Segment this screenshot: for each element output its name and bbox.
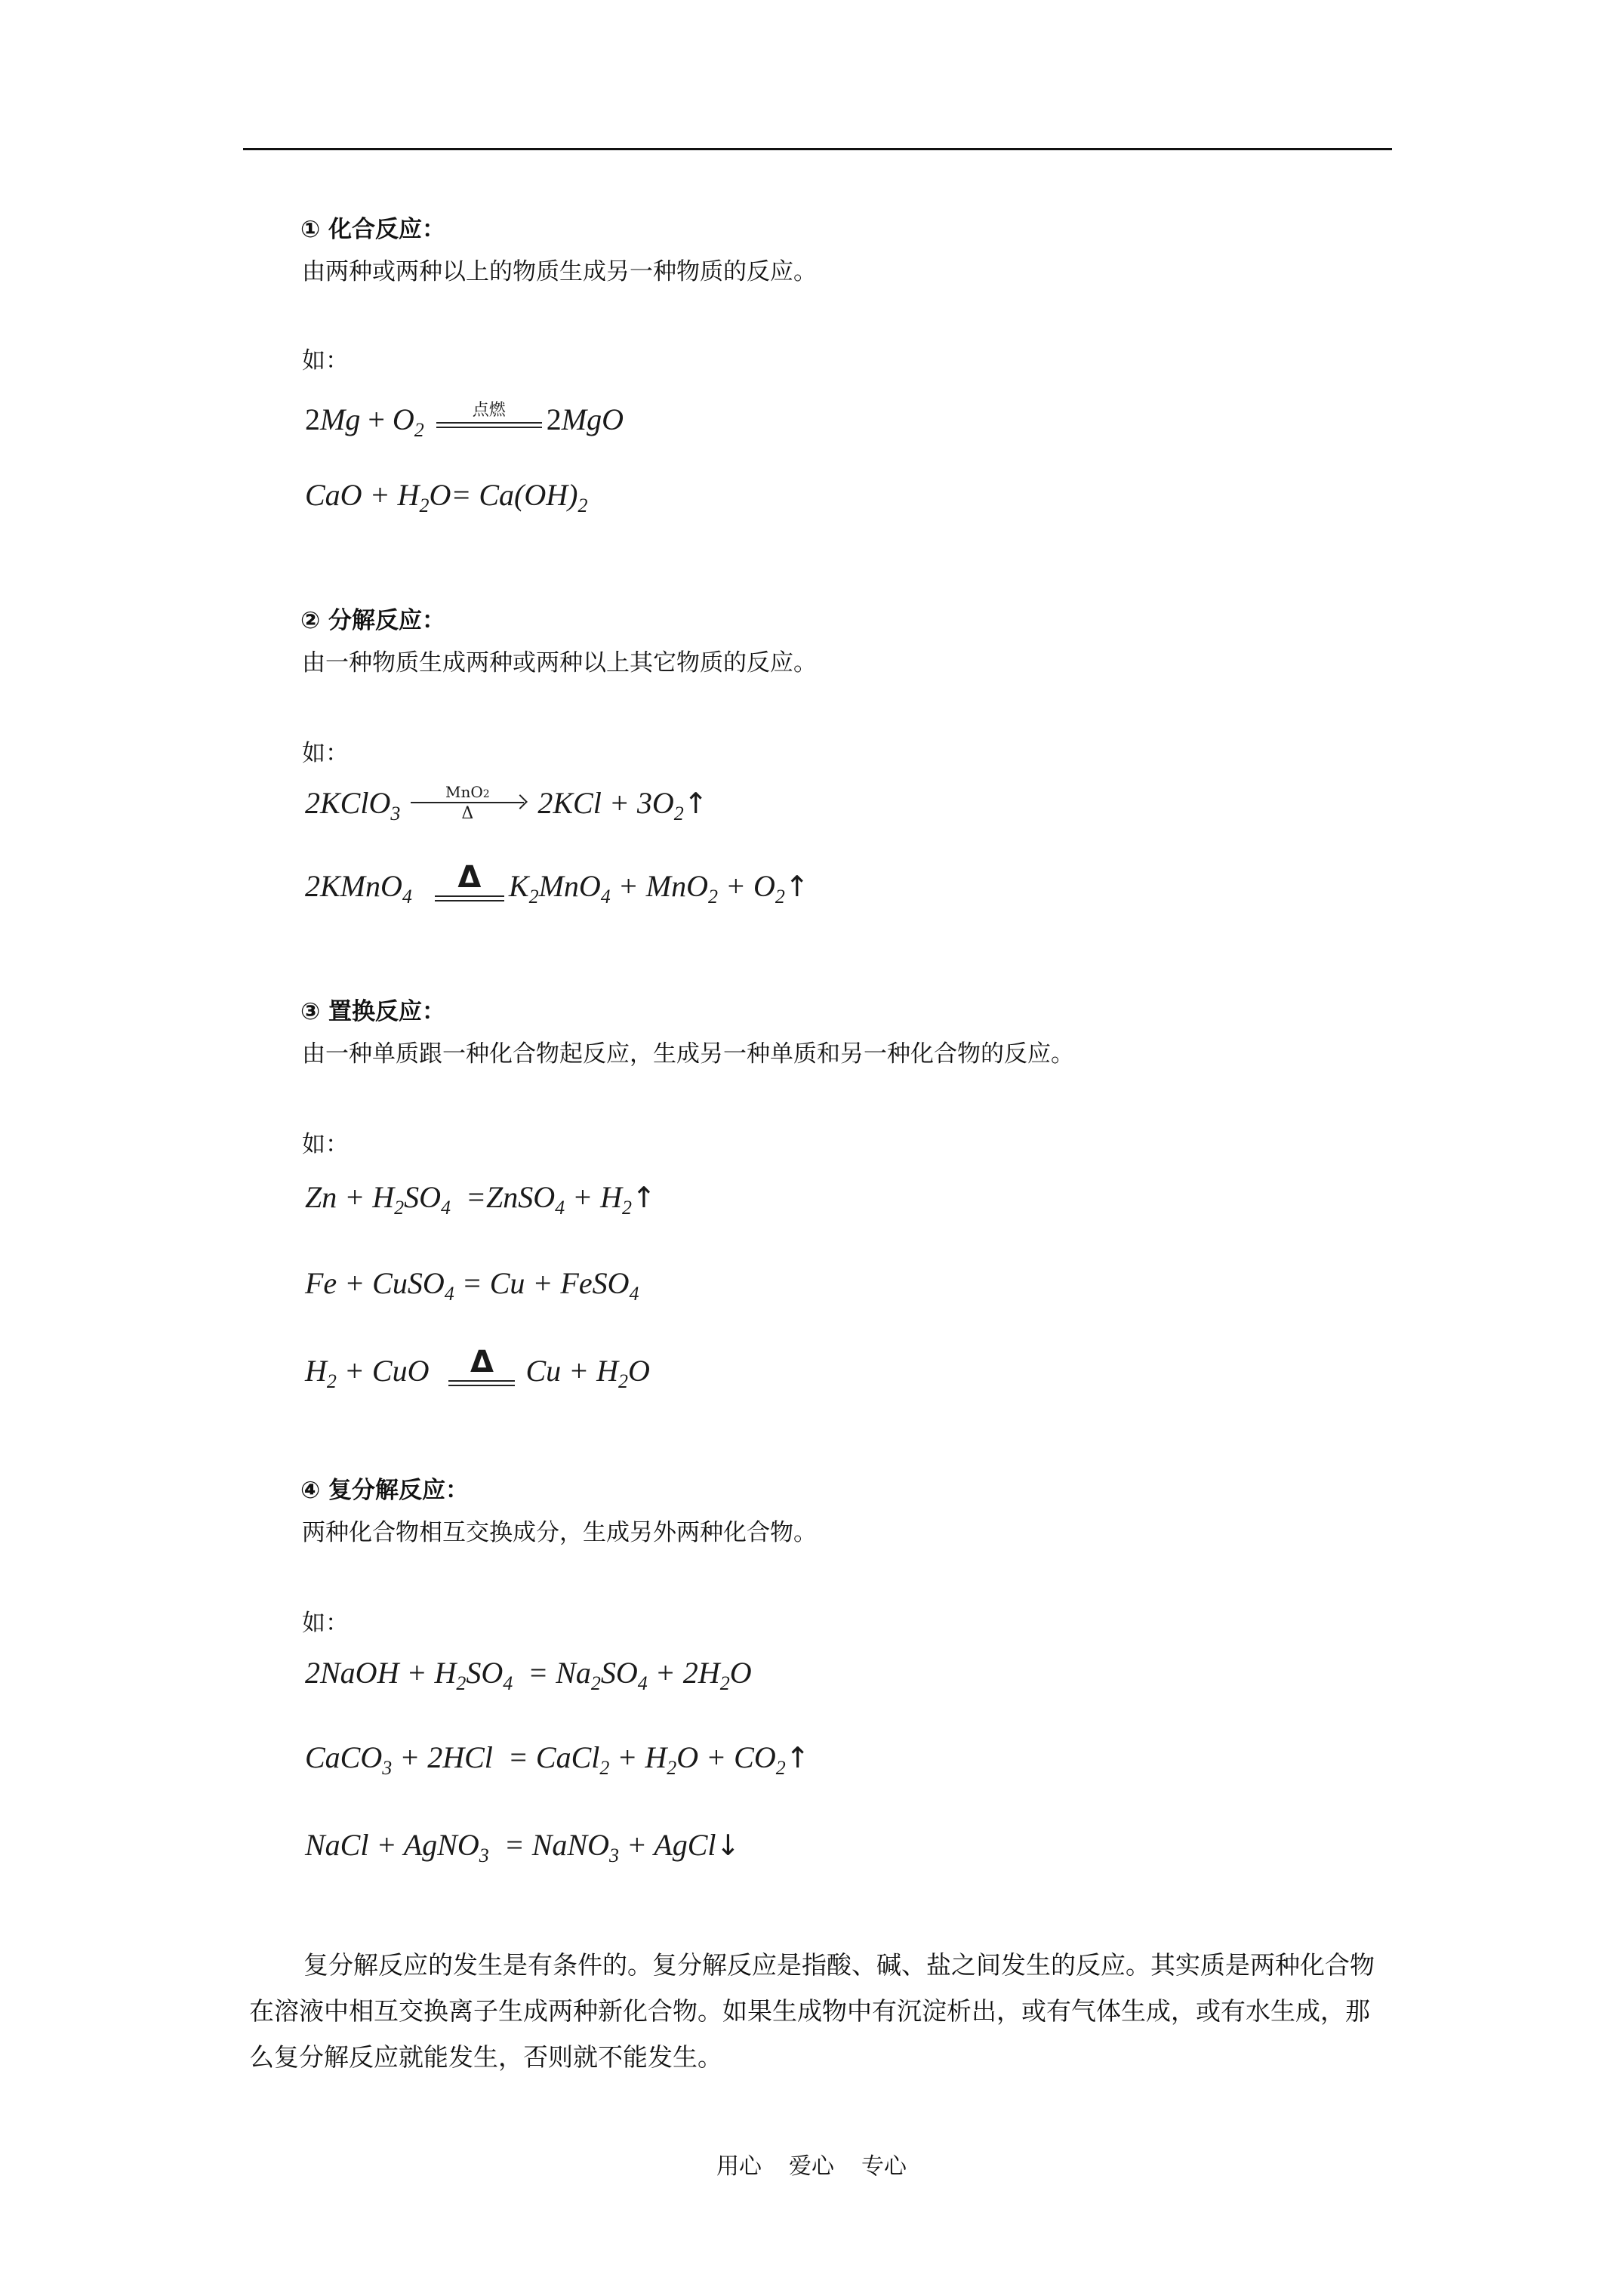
- catalyst-arrow: MnO2 Δ: [411, 784, 524, 822]
- section-2-heading: ② 分解反应：: [300, 607, 446, 634]
- equation-mg-o2: $2Mg + O_2$ 点燃 2MgO: [305, 400, 624, 441]
- section-2-example-label: 如：: [302, 740, 349, 767]
- ignite-condition: 点燃: [436, 402, 542, 428]
- gas-arrow-icon: ↑: [632, 1181, 656, 1214]
- section-1-example-label: 如：: [302, 347, 349, 374]
- section-4-heading: ④ 复分解反应：: [300, 1477, 470, 1504]
- section-1-heading: ① 化合反应：: [300, 216, 446, 243]
- equation-caco3-hcl: CaCO$_3$ + 2HCl = CaCl$_2$ + $H_2O$ + $CO_2↑$: [305, 1740, 810, 1779]
- gas-arrow-icon: ↑: [683, 787, 708, 820]
- equation-h2-cuo: $H_2$ + CuO Δ $Cu + H_2O$: [305, 1344, 650, 1392]
- footer-word-1: 用心: [716, 2153, 762, 2180]
- section-4-definition: 两种化合物相互交换成分，生成另外两种化合物。: [302, 1519, 817, 1546]
- page-footer: [0, 2147, 1623, 2180]
- equation-nacl-agno3: NaCl + AgNO$_3$ = NaNO$_3$ + AgCl↓: [305, 1828, 741, 1866]
- section-3-definition: 由一种单质跟一种化合物起反应，生成另一种单质和另一种化合物的反应。: [302, 1040, 1074, 1068]
- equation-kclo3: 2KClO$_3$ MnO2 Δ $2KCl + 3O_2↑$: [305, 782, 708, 824]
- section-1-definition: 由两种或两种以上的物质生成另一种物质的反应。: [302, 258, 817, 285]
- section-3-heading: ③ 置换反应：: [300, 998, 446, 1025]
- header-rule: [243, 148, 1392, 150]
- section-2-definition: 由一种物质生成两种或两种以上其它物质的反应。: [302, 649, 817, 676]
- footer-word-3: 专心: [861, 2153, 907, 2180]
- precipitate-arrow-icon: ↓: [716, 1829, 741, 1862]
- equation-cao-h2o: CaO + $H_2O= Ca(OH)_2$: [305, 478, 588, 516]
- gas-arrow-icon: ↑: [785, 1741, 810, 1774]
- heat-condition: Δ: [435, 862, 504, 901]
- footer-word-2: 爱心: [789, 2153, 834, 2180]
- section-4-example-label: 如：: [302, 1610, 349, 1637]
- heat-condition: Δ: [448, 1347, 515, 1386]
- gas-arrow-icon: ↑: [784, 870, 809, 903]
- equation-naoh-h2so4: 2NaOH + $H_2SO_4 = Na_2SO_4 + 2H_2O$: [305, 1656, 752, 1694]
- conditions-paragraph: 复分解反应的发生是有条件的。复分解反应是指酸、碱、盐之间发生的反应。其实质是两种化合物在溶液中相互交换离子生成两种新化合物。如果生成物中有沉淀析出，或有气体生成，或有水生成，那么复分解反应就能发生，否则就不能发生。: [249, 1950, 1375, 2072]
- equation-kmno4: 2KMnO$_4$ Δ $K_2MnO_4 + MnO_2$ + $O_2↑$: [305, 859, 809, 908]
- equation-zn-h2so4: $Zn + H_2SO_4$ =ZnSO$_4$ + $H_2↑$: [305, 1180, 656, 1219]
- section-3-example-label: 如：: [302, 1131, 349, 1158]
- equation-fe-cuso4: Fe + CuSO$_4$ = Cu + FeSO$_4$: [305, 1266, 639, 1305]
